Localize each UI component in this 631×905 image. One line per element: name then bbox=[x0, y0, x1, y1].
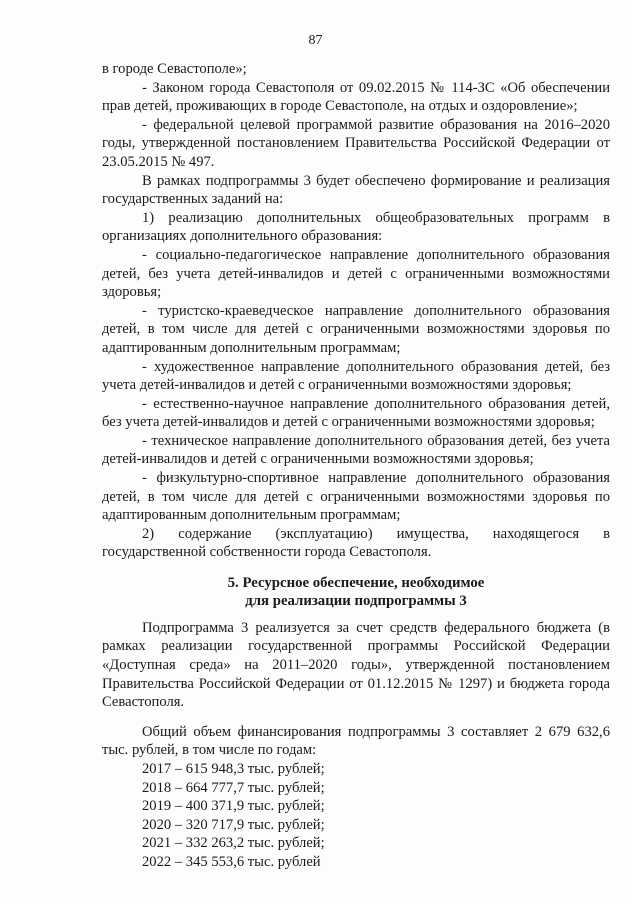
funding-year-item: 2021 – 332 263,2 тыс. рублей; bbox=[142, 835, 325, 852]
paragraph: - социально-педагогическое направление дополнительного образования детей, без учета детей-инвалидов и детей с ограниченными возможностями здоровья; bbox=[102, 246, 610, 301]
funding-year-item: 2020 – 320 717,9 тыс. рублей; bbox=[142, 816, 325, 833]
paragraph: - естественно-научное направление дополнительного образования детей, без учета детей-инвалидов и детей с ограниченными возможностями здоровья; bbox=[102, 395, 610, 431]
paragraph: - туристско-краеведческое направление дополнительного образования детей, в том числе для детей с ограниченными возможностями здоровья по адаптированным дополнительным программам; bbox=[102, 302, 610, 356]
paragraph: Подпрограмма 3 реализуется за счет средств федерального бюджета (в рамках реализации государственной программы Российской Федерации «Доступная среда» на 2011–2020 годы», утвержденной постановлением Правительства Российской Федерации от 01.12.2015 № 1297) и бюджета города Севастополя. bbox=[102, 619, 610, 711]
paragraph: 1) реализацию дополнительных общеобразовательных программ в организациях дополнительного образования: bbox=[102, 209, 610, 245]
paragraph: В рамках подпрограммы 3 будет обеспечено формирование и реализация государственных заданий на: bbox=[102, 172, 610, 208]
paragraph: - техническое направление дополнительного образования детей, без учета детей-инвалидов и детей с ограниченными возможностями здоровья; bbox=[102, 432, 610, 468]
paragraph: в городе Севастополе»; bbox=[102, 61, 247, 77]
paragraph: - федеральной целевой программой развитие образования на 2016–2020 годы, утвержденной постановлением Правительства Российской Федерации от 23.05.2015 № 497. bbox=[102, 116, 610, 170]
funding-year-item: 2022 – 345 553,6 тыс. рублей bbox=[142, 853, 321, 870]
paragraph: 2) содержание (эксплуатацию) имущества, находящегося в государственной собственности города Севастополя. bbox=[102, 525, 610, 561]
funding-year-item: 2019 – 400 371,9 тыс. рублей; bbox=[142, 798, 325, 815]
paragraph: Общий объем финансирования подпрограммы 3 составляет 2 679 632,6 тыс. рублей, в том числе по годам: bbox=[102, 723, 610, 759]
page-number: 87 bbox=[308, 33, 323, 48]
funding-year-item: 2018 – 664 777,7 тыс. рублей; bbox=[142, 779, 325, 796]
paragraph: - физкультурно-спортивное направление дополнительного образования детей, в том числе для детей с ограниченными возможностями здоровья по адаптированным дополнительным программам; bbox=[102, 470, 610, 524]
funding-year-item: 2017 – 615 948,3 тыс. рублей; bbox=[142, 761, 325, 777]
paragraph: - Законом города Севастополя от 09.02.2015 № 114-ЗС «Об обеспечении прав детей, проживающих в городе Севастополе, на отдых и оздоровление»; bbox=[102, 79, 610, 115]
section-heading-line: 5. Ресурсное обеспечение, необходимое bbox=[227, 575, 485, 592]
document-body bbox=[102, 60, 610, 872]
funding-by-year-list bbox=[102, 760, 610, 872]
section-heading bbox=[102, 574, 610, 611]
paragraph: - художественное направление дополнительного образования детей, без учета детей-инвалидов и детей с ограниченными возможностями здоровья; bbox=[102, 358, 610, 394]
section-heading-line: для реализации подпрограммы 3 bbox=[245, 593, 467, 610]
